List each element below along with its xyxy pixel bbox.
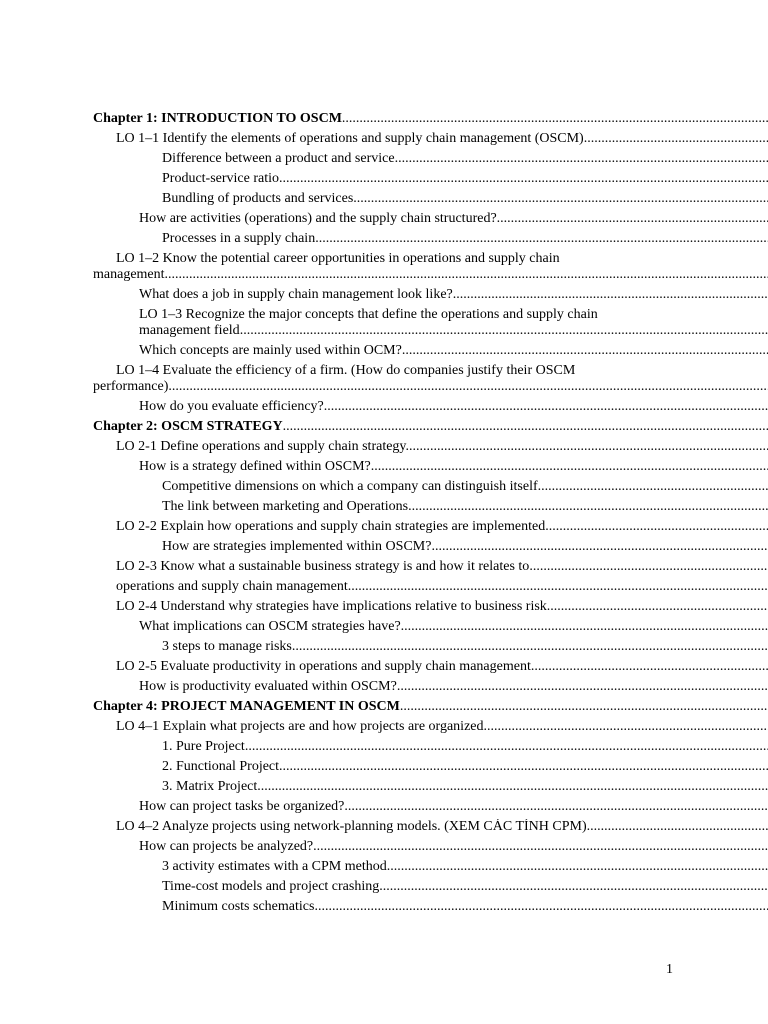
toc-entry[interactable]	[93, 361, 768, 397]
toc-entry-text: LO 4–1 Explain what projects are and how projects are organized .....	[116, 719, 768, 735]
toc-entry[interactable]	[93, 597, 768, 617]
toc-entry-text: LO 1–4 Evaluate the efficiency of a firm. (How do companies justify their OSCM	[116, 363, 576, 378]
toc-entry-text: LO 1–1 Identify the elements of operations and supply chain management (OSCM) .....	[116, 131, 768, 147]
toc-entry-text: Time-cost models and project crashing .....	[162, 879, 768, 895]
toc-entry-text: How is a strategy defined within OSCM? .....	[139, 459, 768, 475]
toc-entry[interactable]	[93, 437, 768, 457]
toc-entry[interactable]	[93, 229, 768, 249]
toc-entry-text: Competitive dimensions on which a company can distinguish itself .....	[162, 479, 768, 495]
toc-entry[interactable]	[93, 557, 768, 577]
toc-entry[interactable]	[93, 777, 768, 797]
toc-entry-text: How do you evaluate efficiency? .....	[139, 399, 768, 415]
toc-entry-text: LO 1–2 Know the potential career opportunities in operations and supply chain	[116, 251, 560, 266]
toc-entry-text: Bundling of products and services .....	[162, 191, 768, 207]
toc-entry[interactable]	[93, 209, 768, 229]
toc-entry-text: LO 2-4 Understand why strategies have implications relative to business risk .....	[116, 599, 768, 615]
toc-entry-text: LO 2-2 Explain how operations and supply chain strategies are implemented .....	[116, 519, 768, 535]
toc-entry[interactable]	[93, 877, 768, 897]
toc-entry[interactable]	[93, 249, 768, 285]
toc-entry[interactable]	[93, 189, 768, 209]
toc-entry-text: LO 2-1 Define operations and supply chain strategy .....	[116, 439, 768, 455]
toc-entry[interactable]	[93, 657, 768, 677]
toc-entry[interactable]	[93, 397, 768, 417]
toc-entry-text: Which concepts are mainly used within OCM? .....	[139, 343, 768, 359]
toc-entry-text: How can project tasks be organized? .....	[139, 799, 768, 815]
toc-entry-text-continued: management field .....	[139, 323, 768, 339]
toc-entry-text: How are activities (operations) and the supply chain structured? .....	[139, 211, 768, 227]
toc-entry-text: How can projects be analyzed? .....	[139, 839, 768, 855]
toc-entry[interactable]	[93, 169, 768, 189]
toc-entry[interactable]	[93, 457, 768, 477]
toc-entry[interactable]	[93, 897, 768, 917]
toc-entry-text: 2. Functional Project .....	[162, 759, 768, 775]
toc-entry-text: Chapter 1: INTRODUCTION TO OSCM .....	[93, 111, 768, 127]
toc-entry[interactable]	[93, 757, 768, 777]
toc-entry-text: LO 2-5 Evaluate productivity in operations and supply chain management .....	[116, 659, 768, 675]
toc-entry-text: 3 steps to manage risks .....	[162, 639, 768, 655]
toc-entry[interactable]	[93, 305, 768, 341]
toc-entry-text: What does a job in supply chain management look like? .....	[139, 287, 768, 303]
toc-entry-text: How are strategies implemented within OSCM? .....	[162, 539, 768, 555]
toc-entry[interactable]	[93, 817, 768, 837]
toc-entry-text: 3 activity estimates with a CPM method .....	[162, 859, 768, 875]
toc-entry[interactable]	[93, 717, 768, 737]
toc-chapter-entry[interactable]	[93, 109, 768, 129]
toc-entry[interactable]	[93, 677, 768, 697]
toc-entry[interactable]	[93, 617, 768, 637]
toc-entry[interactable]	[93, 637, 768, 657]
toc-chapter-entry[interactable]	[93, 697, 768, 717]
toc-entry-text: 1. Pure Project .....	[162, 739, 768, 755]
toc-entry[interactable]	[93, 497, 768, 517]
toc-entry[interactable]	[93, 577, 768, 597]
toc-entry[interactable]	[93, 797, 768, 817]
toc-entry-text: What implications can OSCM strategies have? .....	[139, 619, 768, 635]
toc-entry-text: Minimum costs schematics .....	[162, 899, 768, 915]
toc-entry-text-continued: management .....	[93, 267, 768, 283]
toc-entry[interactable]	[93, 477, 768, 497]
toc-entry[interactable]	[93, 149, 768, 169]
toc-entry[interactable]	[93, 129, 768, 149]
toc-entry-text: The link between marketing and Operations .....	[162, 499, 768, 515]
toc-chapter-entry[interactable]	[93, 417, 768, 437]
toc-entry-text: 3. Matrix Project .....	[162, 779, 768, 795]
toc-entry[interactable]	[93, 537, 768, 557]
toc-entry[interactable]	[93, 285, 768, 305]
toc-entry-text: Chapter 2: OSCM STRATEGY .....	[93, 419, 768, 435]
toc-entry[interactable]	[93, 517, 768, 537]
toc-entry-text: LO 1–3 Recognize the major concepts that define the operations and supply chain	[139, 307, 598, 322]
toc-entry[interactable]	[93, 737, 768, 757]
toc-entry[interactable]	[93, 837, 768, 857]
toc-entry-text: Difference between a product and service .....	[162, 151, 768, 167]
toc-entry-text: Processes in a supply chain .....	[162, 231, 768, 247]
toc-entry-text-continued: performance) .....	[93, 379, 768, 395]
toc-entry-text: LO 2-3 Know what a sustainable business strategy is and how it relates to .....	[116, 559, 768, 575]
toc-entry-text: operations and supply chain management .....	[116, 579, 768, 595]
toc-entry-text: How is productivity evaluated within OSCM? .....	[139, 679, 768, 695]
toc-entry[interactable]	[93, 857, 768, 877]
page-number: 1	[666, 962, 673, 977]
toc-entry-text: Product-service ratio .....	[162, 171, 768, 187]
toc-entry[interactable]	[93, 341, 768, 361]
toc-entry-text: Chapter 4: PROJECT MANAGEMENT IN OSCM .....	[93, 699, 768, 715]
toc-entry-text: LO 4–2 Analyze projects using network-planning models. (XEM CÁC TÍNH CPM) .....	[116, 819, 768, 835]
table-of-contents	[93, 109, 768, 917]
